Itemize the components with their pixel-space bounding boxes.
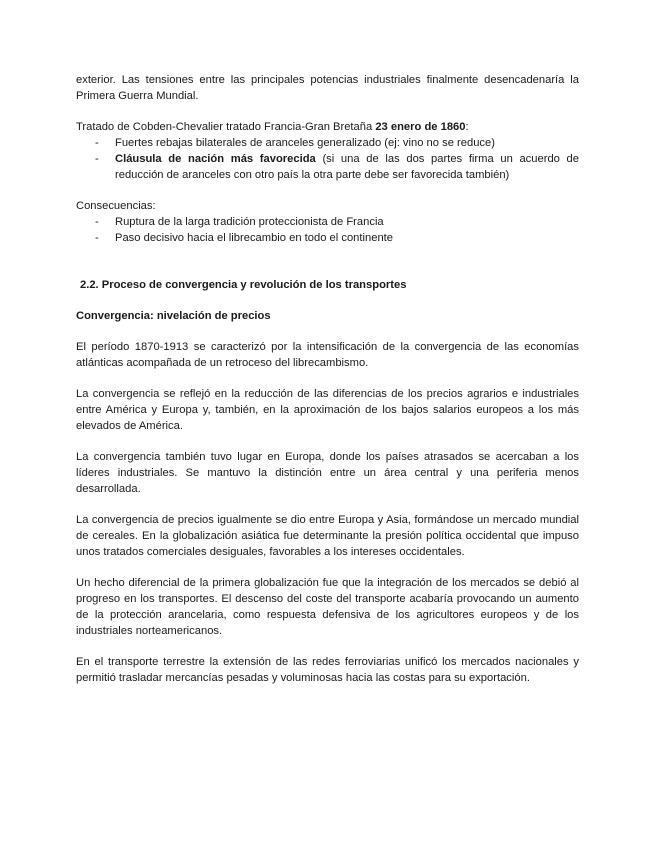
treaty-text: Tratado de Cobden-Chevalier tratado Francia-Gran Bretaña bbox=[76, 121, 376, 133]
treaty-colon: : bbox=[465, 121, 469, 133]
treaty-date: 23 enero de 1860 bbox=[375, 121, 466, 133]
list-item bbox=[76, 151, 579, 183]
subheading: Convergencia: nivelación de precios bbox=[76, 310, 271, 322]
list-item: - Ruptura de la larga tradición proteccionista de Francia bbox=[76, 214, 579, 230]
paragraph: Un hecho diferencial de la primera globalización fue que la integración de los mercados se debió al progreso en los transportes. El descenso del coste del transporte acabaría provocando un aumento de la protección arancelaria, como respuesta defensiva de los agricultores europeos y de los industriales norteamericanos. bbox=[76, 577, 579, 637]
treaty-list bbox=[76, 135, 579, 183]
paragraph: El período 1870-1913 se caracterizó por la intensificación de la convergencia de las economías atlánticas acompañada de un retroceso del librecambismo. bbox=[76, 341, 579, 369]
list-item: - Paso decisivo hacia el librecambio en todo el continente bbox=[76, 230, 579, 246]
treaty-line bbox=[76, 119, 579, 135]
clause-bold: Cláusula de nación más favorecida bbox=[115, 153, 316, 165]
paragraph: La convergencia se reflejó en la reducción de las diferencias de los precios agrarios e industriales entre América y Europa y, también, en la aproximación de los bajos salarios europeos a los más elevados de América. bbox=[76, 388, 579, 432]
paragraph: En el transporte terrestre la extensión de las redes ferroviarias unificó los mercados nacionales y permitió trasladar mercancías pesadas y voluminosas hacia las costas para su exportación. bbox=[76, 656, 579, 684]
paragraph: La convergencia también tuvo lugar en Europa, donde los países atrasados se acercaban a los líderes industriales. Se mantuvo la distinción entre un área central y una periferia menos desarrollada. bbox=[76, 451, 579, 495]
section-title: 2.2. Proceso de convergencia y revolución de los transportes bbox=[80, 279, 407, 291]
consequences-list bbox=[76, 214, 579, 246]
consequences-heading: Consecuencias: bbox=[76, 200, 156, 212]
document-page bbox=[76, 72, 579, 686]
list-item: - Fuertes rebajas bilaterales de aranceles generalizado (ej: vino no se reduce) bbox=[76, 135, 579, 151]
paragraph: La convergencia de precios igualmente se dio entre Europa y Asia, formándose un mercado mundial de cereales. En la globalización asiática fue determinante la presión política occidental que impuso unos tratados comerciales desiguales, favorables a los intereses occidentales. bbox=[76, 514, 579, 558]
clause-text: (si una de las dos partes firma un acuerdo de reducción de aranceles con otro país la otra parte debe ser favorecida también) bbox=[115, 153, 580, 181]
intro-paragraph: exterior. Las tensiones entre las principales potencias industriales finalmente desencadenaría la Primera Guerra Mundial. bbox=[76, 74, 579, 102]
